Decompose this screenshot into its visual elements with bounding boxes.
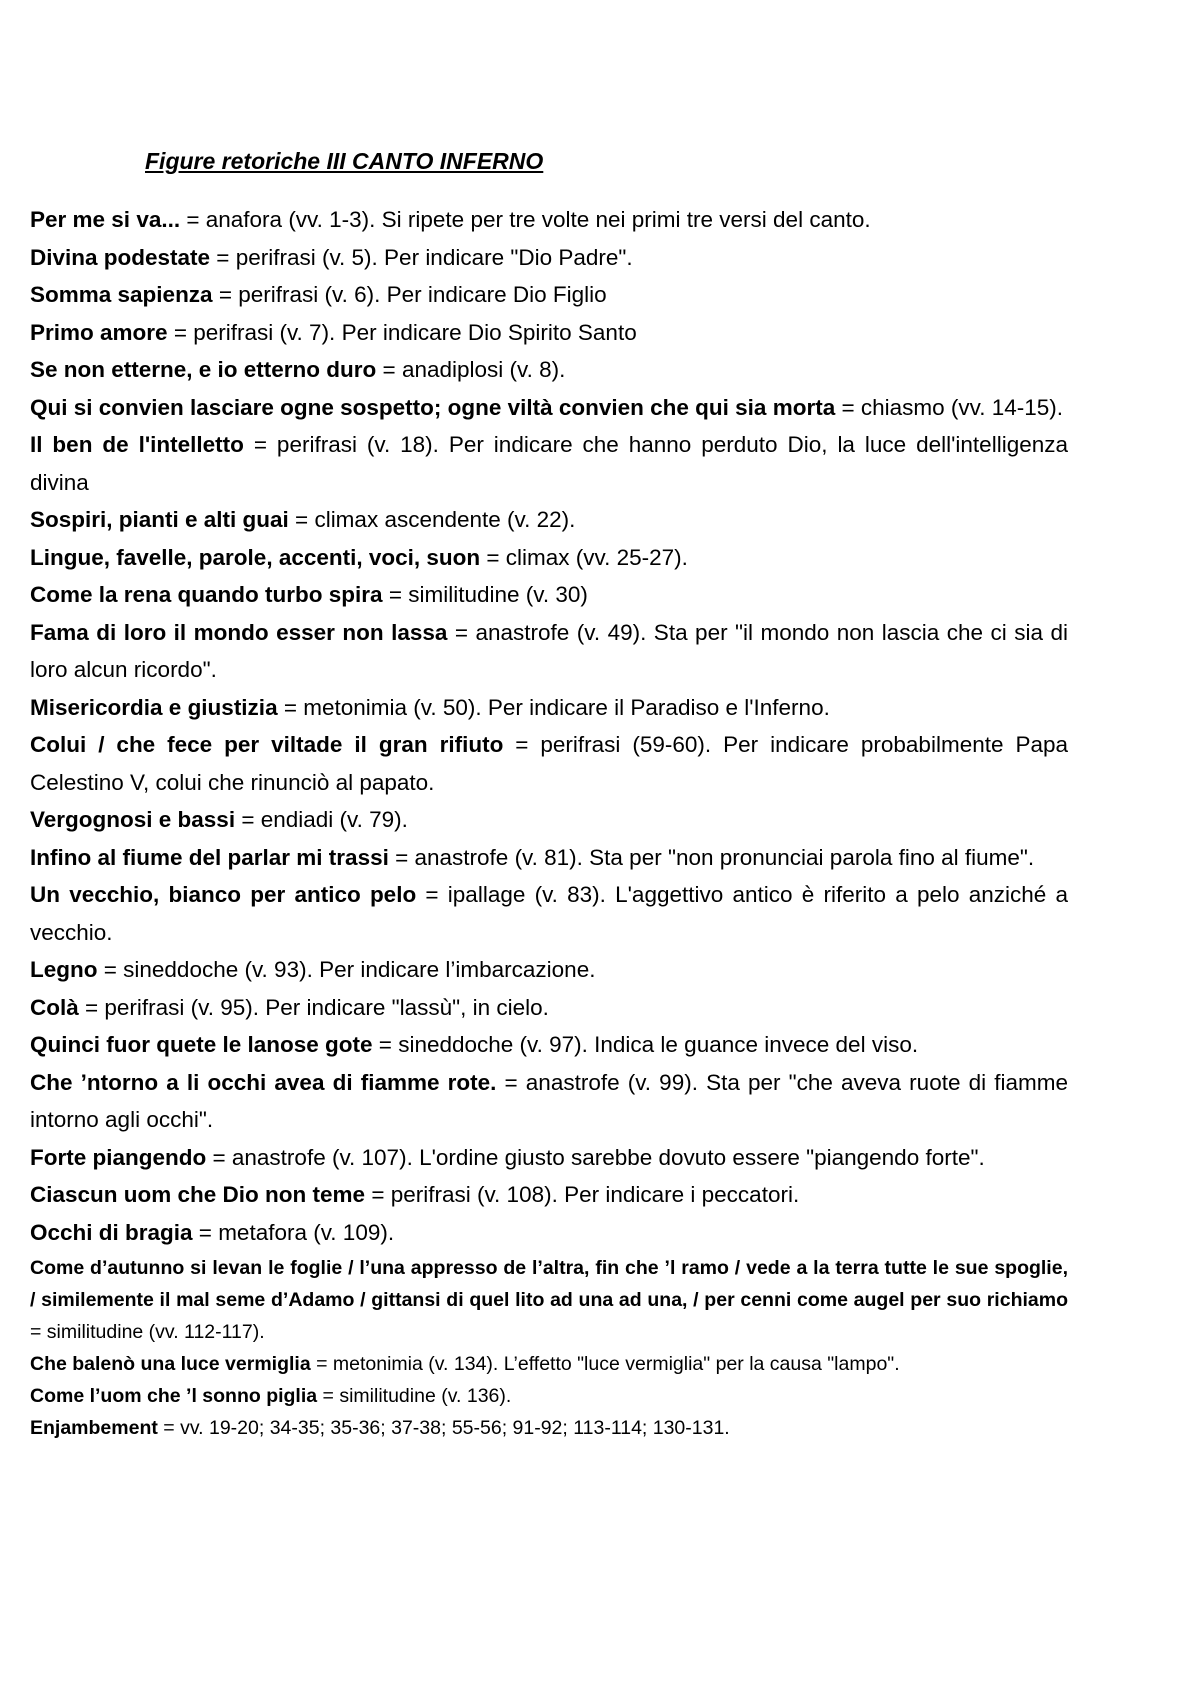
figure-description: = anafora (vv. 1-3). Si ripete per tre volte nei primi tre versi del canto. xyxy=(180,207,871,232)
figure-term: Come l’uom che ’l sonno piglia xyxy=(30,1385,318,1407)
figure-term: Se non etterne, e io etterno duro xyxy=(30,357,377,382)
figure-description: = similitudine (v. 136). xyxy=(317,1385,512,1407)
figure-entry xyxy=(30,1139,1068,1177)
figure-entry xyxy=(30,426,1068,501)
figure-entry xyxy=(30,351,1068,389)
figure-term: Per me si va... xyxy=(30,207,181,232)
figure-entry xyxy=(30,839,1068,877)
figure-term: Legno xyxy=(30,957,98,982)
figure-term: Lingue, favelle, parole, accenti, voci, suon xyxy=(30,544,481,570)
figure-term: Un vecchio, bianco per antico pelo xyxy=(30,882,417,907)
figure-term: Sospiri, pianti e alti guai xyxy=(30,507,289,532)
figure-entry xyxy=(30,276,1068,314)
figure-description: = perifrasi (59-60). Per indicare probabilmente Papa Celestino V, colui che rinunciò al papato. xyxy=(30,732,1068,795)
figure-term: Colui / che fece per viltade il gran rifiuto xyxy=(30,732,504,757)
figure-entry xyxy=(30,1252,1068,1348)
figure-entry xyxy=(30,726,1068,801)
figure-description: = sineddoche (v. 97). Indica le guance invece del viso. xyxy=(372,1032,919,1057)
figure-entry xyxy=(30,1176,1068,1214)
main-entries xyxy=(30,201,1068,1251)
figure-term: Infino al fiume del parlar mi trassi xyxy=(30,844,389,870)
figure-entry xyxy=(30,951,1068,989)
figure-entry xyxy=(30,1380,1068,1412)
figure-term: Enjambement xyxy=(30,1417,158,1439)
figure-description: = climax (vv. 25-27). xyxy=(480,544,688,570)
figure-entry xyxy=(30,1064,1068,1139)
figure-description: = metonimia (v. 134). L’effetto "luce vermiglia" per la causa "lampo". xyxy=(310,1353,900,1375)
figure-entry xyxy=(30,614,1068,689)
figure-entry xyxy=(30,876,1068,951)
figure-description: = metafora (v. 109). xyxy=(192,1219,395,1245)
figure-entry xyxy=(30,1026,1068,1064)
figure-term: Primo amore xyxy=(30,319,168,345)
figure-description: = similitudine (v. 30) xyxy=(382,582,588,607)
figure-description: = anadiplosi (v. 8). xyxy=(376,357,566,382)
figure-description: = metonimia (v. 50). Per indicare il Paradiso e l'Inferno. xyxy=(277,694,830,720)
figure-entry xyxy=(30,689,1068,727)
figure-description: = anastrofe (v. 49). Sta per "il mondo non lascia che ci sia di loro alcun ricordo". xyxy=(30,619,1068,682)
figure-term: Come d’autunno si levan le foglie / l’una appresso de l’altra, fin che ’l ramo / vede a la terra tutte le sue spoglie, / similemente il mal seme d’Adamo / gittansi di quel lito ad una ad una, / per cenni come augel per suo richiamo xyxy=(30,1257,1068,1311)
figure-term: Somma sapienza xyxy=(30,282,213,307)
figure-description: = anastrofe (v. 81). Sta per "non pronunciai parola fino al fiume". xyxy=(388,844,1035,870)
figure-term: Misericordia e giustizia xyxy=(30,694,278,720)
small-entries xyxy=(30,1252,1068,1444)
figure-description: = chiasmo (vv. 14-15). xyxy=(835,394,1064,420)
figure-description: = ipallage (v. 83). L'aggettivo antico è riferito a pelo anziché a vecchio. xyxy=(30,882,1069,945)
figure-term: Ciascun uom che Dio non teme xyxy=(30,1182,366,1207)
figure-entry xyxy=(30,576,1068,614)
figure-description: = anastrofe (v. 107). L'ordine giusto sarebbe dovuto essere "piangendo forte". xyxy=(206,1144,985,1170)
figure-description: = sineddoche (v. 93). Per indicare l’imbarcazione. xyxy=(97,957,596,982)
figure-entry xyxy=(30,801,1068,839)
figure-term: Fama di loro il mondo esser non lassa xyxy=(30,619,448,645)
figure-description: = perifrasi (v. 108). Per indicare i peccatori. xyxy=(365,1182,800,1207)
figure-entry xyxy=(30,389,1068,427)
figure-description: = vv. 19-20; 34-35; 35-36; 37-38; 55-56; 91-92; 113-114; 130-131. xyxy=(157,1417,730,1439)
figure-term: Divina podestate xyxy=(30,244,211,270)
figure-entry xyxy=(30,1412,1068,1444)
figure-description: = anastrofe (v. 99). Sta per "che aveva ruote di fiamme intorno agli occhi". xyxy=(30,1069,1068,1132)
figure-entry xyxy=(30,989,1068,1027)
figures-list xyxy=(30,201,1068,1444)
figure-term: Che balenò una luce vermiglia xyxy=(30,1353,311,1375)
figure-term: Vergognosi e bassi xyxy=(30,807,236,832)
figure-description: = perifrasi (v. 18). Per indicare che hanno perduto Dio, la luce dell'intelligenza divina xyxy=(30,432,1068,495)
figure-description: = perifrasi (v. 6). Per indicare Dio Figlio xyxy=(212,282,607,307)
figure-term: Il ben de l'intelletto xyxy=(30,432,244,457)
figure-term: Forte piangendo xyxy=(30,1144,207,1170)
figure-term: Che ’ntorno a li occhi avea di fiamme rote. xyxy=(30,1069,497,1095)
figure-description: = similitudine (vv. 112-117). xyxy=(30,1321,265,1343)
figure-entry xyxy=(30,314,1068,352)
figure-description: = endiadi (v. 79). xyxy=(235,807,408,832)
figure-term: Occhi di bragia xyxy=(30,1219,193,1245)
figure-entry xyxy=(30,1214,1068,1252)
figure-entry xyxy=(30,1348,1068,1380)
figure-term: Quinci fuor quete le lanose gote xyxy=(30,1032,373,1057)
document-title: Figure retoriche III CANTO INFERNO xyxy=(145,148,544,174)
figure-term: Qui si convien lasciare ogne sospetto; ogne viltà convien che qui sia morta xyxy=(30,394,836,420)
figure-entry xyxy=(30,501,1068,539)
figure-entry xyxy=(30,201,1068,239)
figure-description: = climax ascendente (v. 22). xyxy=(288,507,576,532)
figure-term: Colà xyxy=(30,994,79,1020)
figure-term: Come la rena quando turbo spira xyxy=(30,582,383,607)
figure-entry xyxy=(30,239,1068,277)
figure-description: = perifrasi (v. 7). Per indicare Dio Spirito Santo xyxy=(167,319,637,345)
figure-description: = perifrasi (v. 5). Per indicare "Dio Padre". xyxy=(210,244,633,270)
figure-entry xyxy=(30,539,1068,577)
figure-description: = perifrasi (v. 95). Per indicare "lassù", in cielo. xyxy=(78,994,549,1020)
